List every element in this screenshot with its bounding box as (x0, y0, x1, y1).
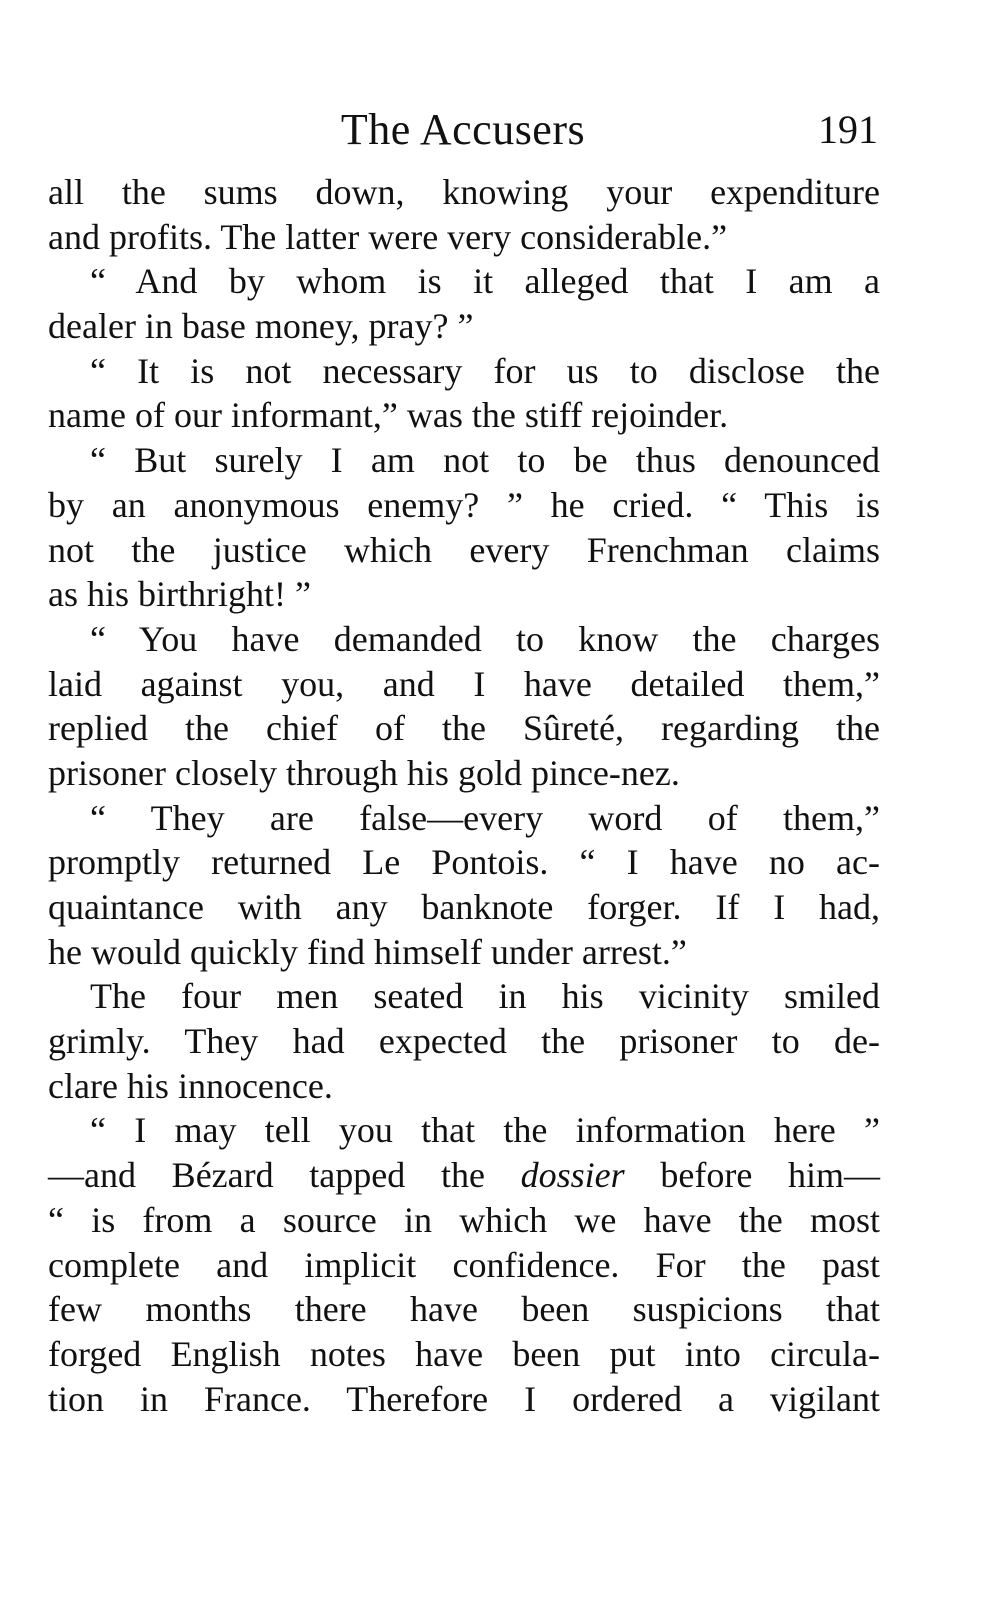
text-line: grimly. They had expected the prisoner to de- (48, 1021, 880, 1062)
text-line: by an anonymous enemy? ” he cried. “ This is (48, 484, 880, 525)
text-line: laid against you, and I have detailed them,” (48, 663, 880, 704)
text-line: he would quickly find himself under arrest.” (48, 931, 687, 972)
text-line: and profits. The latter were very considerable.” (48, 216, 728, 257)
text-line: dealer in base money, pray? ” (48, 306, 474, 347)
text-line: complete and implicit confidence. For the past (48, 1244, 880, 1285)
text-line: “ They are false—every word of them,” (90, 797, 880, 838)
text-line: few months there have been suspicions that (48, 1289, 880, 1330)
text-line: forged English notes have been put into circula- (48, 1333, 880, 1374)
text-line: all the sums down, knowing your expenditure (48, 172, 880, 212)
text-line: not the justice which every Frenchman claims (48, 529, 880, 570)
body-text (48, 170, 880, 1421)
text-line: as his birthright! ” (48, 574, 311, 615)
text-line: “ I may tell you that the information here ” (90, 1110, 880, 1151)
text-line: “ It is not necessary for us to disclose the (90, 350, 880, 391)
text-line: The four men seated in his vicinity smiled (90, 976, 880, 1017)
text-line: replied the chief of the Sûreté, regarding the (48, 708, 880, 749)
text-line: “ is from a source in which we have the most (48, 1199, 880, 1240)
text-line: clare his innocence. (48, 1065, 333, 1106)
text-line: quaintance with any banknote forger. If I had, (48, 887, 880, 927)
page-number: 191 (818, 107, 878, 152)
text-segment: —and Bézard tapped the (48, 1155, 485, 1196)
text-line: tion in France. Therefore I ordered a vigilant (48, 1378, 880, 1419)
running-head (48, 100, 878, 160)
text-line: “ You have demanded to know the charges (90, 618, 880, 659)
text-line: promptly returned Le Pontois. “ I have no ac- (48, 842, 880, 883)
text-line: “ But surely I am not to be thus denounced (90, 440, 880, 481)
text-line (48, 1153, 880, 1198)
text-line: “ And by whom is it alleged that I am a (90, 261, 880, 302)
text-segment: before him— (624, 1155, 881, 1196)
chapter-title: The Accusers (340, 105, 586, 154)
text-line: prisoner closely through his gold pince-nez. (48, 752, 680, 793)
text-line: name of our informant,” was the stiff rejoinder. (48, 395, 729, 436)
italic-word: dossier (520, 1155, 625, 1196)
